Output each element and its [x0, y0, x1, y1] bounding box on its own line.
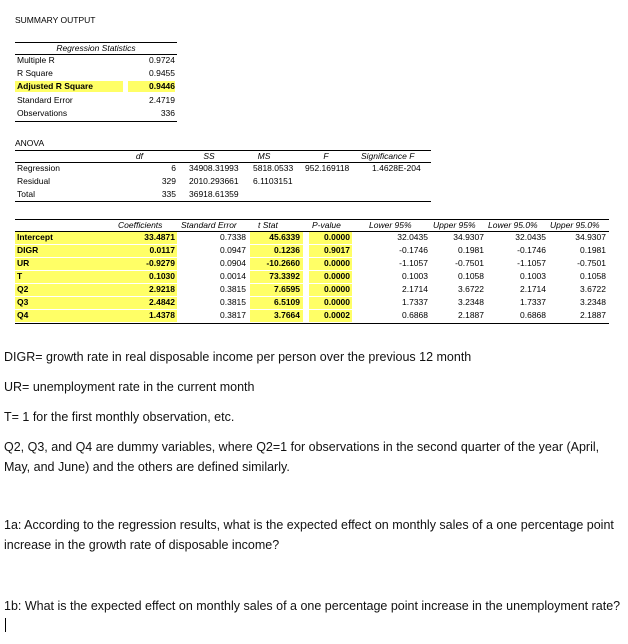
- coef-up950: 34.9307: [575, 232, 606, 242]
- coef-se: 0.0904: [220, 258, 246, 268]
- coef-header-p-value: P-value: [312, 220, 341, 230]
- coef-t-stat: 45.6339: [250, 232, 303, 244]
- question-1b[interactable]: [4, 596, 622, 636]
- regstat-value: 0.9455: [149, 68, 175, 79]
- definition-ur: UR= unemployment rate in the current month: [4, 380, 255, 394]
- coef-lo95: 2.1714: [402, 284, 428, 294]
- regstat-value: 0.9724: [149, 55, 175, 65]
- anova-ms: 5818.0533: [253, 163, 294, 173]
- anova-ss: 36918.61359: [189, 189, 239, 199]
- question-1a: 1a: According to the regression results, what is the expected effect on monthly sales of a one percentage point increase in the growth rate of disposable income?: [4, 518, 614, 552]
- coef-up95: 0.1981: [458, 245, 484, 255]
- text-cursor: [5, 618, 6, 632]
- coef-se: 0.7338: [220, 232, 246, 242]
- summary-title: SUMMARY OUTPUT: [15, 15, 96, 25]
- coef-up950: 0.1981: [580, 245, 606, 255]
- coef-up950: 0.1058: [580, 271, 606, 281]
- coef-header-upper-95-0: Upper 95.0%: [550, 220, 600, 230]
- coef-header-coefficients: Coefficients: [118, 220, 163, 230]
- coef-p-value: 0.0000: [309, 297, 352, 309]
- coef-p-value: 0.0000: [309, 271, 352, 283]
- anova-significance: 1.4628E-204: [372, 163, 421, 173]
- coef-lo950: -1.1057: [517, 258, 546, 268]
- table-rule: [15, 323, 609, 324]
- anova-row-label: Regression: [17, 163, 60, 173]
- coef-p-value: 0.0002: [309, 310, 352, 322]
- regstat-value: 2.4719: [149, 94, 175, 105]
- anova-row-label: Total: [17, 189, 35, 199]
- table-rule: [15, 121, 177, 122]
- definition-digr: DIGR= growth rate in real disposable income per person over the previous 12 month: [4, 350, 472, 364]
- coef-p-value: 0.9017: [309, 245, 352, 257]
- coef-t-stat: 73.3392: [250, 271, 303, 283]
- coef-row-label: UR: [15, 258, 113, 270]
- coef-t-stat: 3.7664: [250, 310, 303, 322]
- coef-p-value: 0.0000: [309, 232, 352, 244]
- coef-se: 0.3817: [220, 310, 246, 320]
- coef-se: 0.0014: [220, 271, 246, 281]
- coef-header-lower-95-0: Lower 95.0%: [488, 220, 538, 230]
- regstat-label: Observations: [17, 107, 68, 118]
- anova-header-significance: Significance F: [361, 151, 415, 161]
- coef-lo950: 32.0435: [515, 232, 546, 242]
- coef-row-label: DIGR: [15, 245, 113, 257]
- coef-t-stat: 0.1236: [250, 245, 303, 257]
- coef-value: 33.4871: [111, 232, 177, 244]
- anova-df: 335: [161, 189, 176, 199]
- coef-lo95: 1.7337: [402, 297, 428, 307]
- coef-row-label: Q2: [15, 284, 113, 296]
- coef-up950: 3.6722: [580, 284, 606, 294]
- coef-lo95: -1.1057: [399, 258, 428, 268]
- coef-row-label: Intercept: [15, 232, 113, 244]
- anova-title: ANOVA: [15, 138, 45, 148]
- coef-value: 0.1030: [111, 271, 177, 283]
- definition-t: T= 1 for the first monthly observation, etc.: [4, 410, 235, 424]
- coef-p-value: 0.0000: [309, 258, 352, 270]
- coef-up95: -0.7501: [455, 258, 484, 268]
- anova-df: 6: [171, 163, 176, 173]
- coef-value: 2.9218: [111, 284, 177, 296]
- coef-value: 0.0117: [111, 245, 177, 257]
- coef-up950: 3.2348: [580, 297, 606, 307]
- coef-se: 0.3815: [220, 297, 246, 307]
- anova-row-label: Residual: [17, 176, 51, 186]
- anova-ms: 6.1103151: [253, 176, 293, 186]
- coef-header-upper-95: Upper 95%: [433, 220, 476, 230]
- coef-lo950: 0.1003: [520, 271, 546, 281]
- coef-header-standard-error: Standard Error: [181, 220, 237, 230]
- regression-statistics-title: Regression Statistics: [56, 43, 136, 53]
- coef-lo95: 32.0435: [397, 232, 428, 242]
- coef-up95: 34.9307: [453, 232, 484, 242]
- coef-t-stat: 6.5109: [250, 297, 303, 309]
- coef-up950: -0.7501: [577, 258, 606, 268]
- regstat-label: R Square: [17, 68, 53, 79]
- coef-lo95: 0.6868: [402, 310, 428, 320]
- coef-value: -0.9279: [111, 258, 177, 270]
- coef-t-stat: 7.6595: [250, 284, 303, 296]
- regstat-label: Multiple R: [17, 55, 55, 65]
- coef-up95: 3.2348: [458, 297, 484, 307]
- coef-value: 1.4378: [111, 310, 177, 322]
- coef-row-label: T: [15, 271, 113, 283]
- coef-row-label: Q4: [15, 310, 113, 322]
- regstat-label: Adjusted R Square: [15, 81, 123, 92]
- coef-up95: 3.6722: [458, 284, 484, 294]
- coef-se: 0.0947: [220, 245, 246, 255]
- anova-ss: 2010.293661: [189, 176, 239, 186]
- coef-p-value: 0.0000: [309, 284, 352, 296]
- regstat-label: Standard Error: [17, 94, 73, 105]
- coef-lo950: 2.1714: [520, 284, 546, 294]
- coef-lo95: -0.1746: [399, 245, 428, 255]
- anova-f: 952.169118: [305, 163, 350, 173]
- coef-up950: 2.1887: [580, 310, 606, 320]
- anova-header-f: F: [323, 151, 329, 161]
- anova-header-df: df: [135, 151, 143, 161]
- coef-lo950: 1.7337: [520, 297, 546, 307]
- regstat-value: 336: [160, 107, 175, 118]
- anova-ss: 34908.31993: [189, 163, 239, 173]
- coef-up95: 2.1887: [458, 310, 484, 320]
- coef-t-stat: -10.2660: [250, 258, 303, 270]
- coef-se: 0.3815: [220, 284, 246, 294]
- definition-dummies: Q2, Q3, and Q4 are dummy variables, where Q2=1 for observations in the second quarter of the year (April, May, and June) and the others are defined similarly.: [4, 440, 600, 474]
- anova-df: 329: [161, 176, 176, 186]
- coef-lo950: -0.1746: [517, 245, 546, 255]
- coef-value: 2.4842: [111, 297, 177, 309]
- regstat-value: 0.9446: [128, 81, 175, 92]
- coef-header-t-stat: t Stat: [258, 220, 278, 230]
- coef-row-label: Q3: [15, 297, 113, 309]
- coef-lo95: 0.1003: [402, 271, 428, 281]
- coef-lo950: 0.6868: [520, 310, 546, 320]
- anova-header-ss: SS: [203, 151, 215, 161]
- coef-up95: 0.1058: [458, 271, 484, 281]
- anova-header-ms: MS: [257, 151, 271, 161]
- table-rule: [15, 201, 431, 202]
- question-1b-text: 1b: What is the expected effect on monthly sales of a one percentage point increase in the unemployment rate?: [4, 599, 621, 613]
- coef-header-lower-95: Lower 95%: [369, 220, 412, 230]
